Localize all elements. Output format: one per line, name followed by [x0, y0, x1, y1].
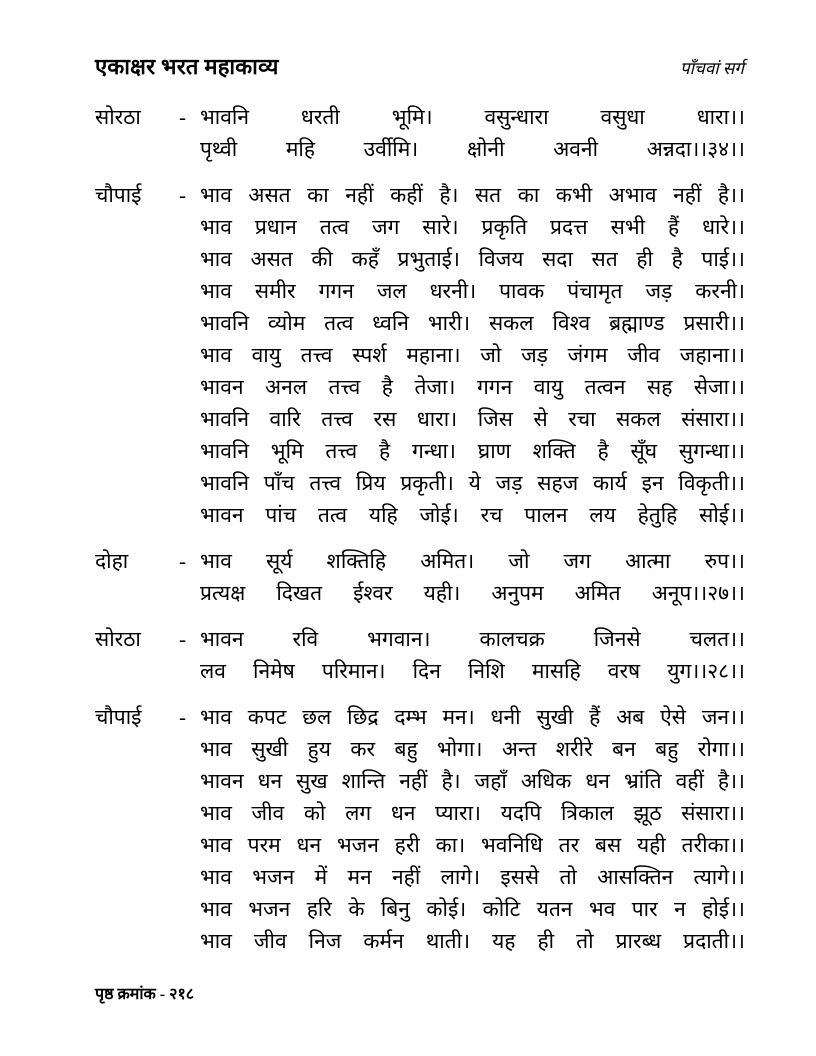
verse-label-column [95, 545, 200, 609]
verse-line: भावन पांच तत्व यहि जोई। रच पालन लय हेतुहि सोई।। [200, 503, 745, 527]
verse-dash: - [179, 183, 186, 207]
verse-type-label: सोरठा [95, 105, 141, 129]
verse-line: पृथ्वी महि उर्वीमि। क्षोनी अवनी अन्नदा।।३४।। [200, 137, 745, 161]
verse-line: भाव असत का नहीं कहीं है। सत का कभी अभाव नहीं है।। [200, 183, 745, 207]
verse-line: भावन अनल तत्त्व है तेजा। गगन वायु तत्वन सह सेजा।। [200, 375, 745, 399]
verse-line: भाव सूर्य शक्तिहि अमित। जो जग आत्मा रुप।। [200, 549, 745, 573]
verse-line: भावनि व्योम तत्व ध्वनि भारी। सकल विश्व ब्रह्माण्ड प्रसारी।। [200, 311, 745, 335]
verse-line: प्रत्यक्ष दिखत ईश्वर यही। अनुपम अमित अनूप।।२७।। [200, 581, 745, 605]
verse-lines [200, 701, 745, 957]
verse-label-column [95, 623, 200, 687]
verse-line: भाव जीव को लग धन प्यारा। यदपि त्रिकाल झूठ संसारा।। [200, 801, 745, 825]
verse-dash: - [179, 627, 186, 651]
verse-line: भाव प्रधान तत्व जग सारे। प्रकृति प्रदत्त सभी हैं धारे।। [200, 215, 745, 239]
verse-line: भाव वायु तत्त्व स्पर्श महाना। जो जड़ जंगम जीव जहाना।। [200, 343, 745, 367]
verse-type-label: चौपाई [95, 183, 142, 207]
verse-type-label: दोहा [95, 549, 129, 573]
verse-lines [200, 545, 745, 609]
verse-lines [200, 623, 745, 687]
page-number: पृष्ठ क्रमांक - २१८ [95, 986, 195, 1003]
verse-block-soratha-1 [95, 101, 745, 165]
verse-line: लव निमेष परिमान। दिन निशि मासहि वरष युग।।२८।। [200, 659, 745, 683]
verse-line: भावन धन सुख शान्ति नहीं है। जहाँ अधिक धन भ्रांति वहीं है।। [200, 769, 745, 793]
verse-dash: - [179, 549, 186, 573]
verse-line: भावन रवि भगवान। कालचक्र जिनसे चलत।। [200, 627, 745, 651]
verse-line: भाव भजन में मन नहीं लागे। इससे तो आसक्तिन त्यागे।। [200, 865, 745, 889]
verse-line: भाव परम धन भजन हरी का। भवनिधि तर बस यही तरीका।। [200, 833, 745, 857]
verse-type-label: सोरठा [95, 627, 141, 651]
verse-block-chaupai-1 [95, 179, 745, 531]
verse-label-column [95, 101, 200, 165]
verse-lines [200, 101, 745, 165]
verse-dash: - [179, 705, 186, 729]
verse-line: भाव जीव निज कर्मन थाती। यह ही तो प्रारब्ध प्रदाती।। [200, 929, 745, 953]
verse-line: भाव कपट छल छिद्र दम्भ मन। धनी सुखी हैं अब ऐसे जन।। [200, 705, 745, 729]
verse-block-chaupai-2 [95, 701, 745, 957]
verse-line: भावनि वारि तत्त्व रस धारा। जिस से रचा सकल संसारा।। [200, 407, 745, 431]
canto-title: पाँचवां सर्ग [679, 59, 744, 78]
verse-block-soratha-2 [95, 623, 745, 687]
verse-line: भाव सुखी हुय कर बहु भोगा। अन्त शरीरे बन बहु रोगा।। [200, 737, 745, 761]
page-header [0, 0, 816, 84]
verse-line: भावनि भूमि तत्त्व है गन्धा। घ्राण शक्ति है सूँघ सुगन्धा।। [200, 439, 745, 463]
verse-dash: - [179, 105, 186, 129]
verse-line: भावनि पाँच तत्त्व प्रिय प्रकृती। ये जड़ सहज कार्य इन विकृती।। [200, 471, 745, 495]
verse-label-column [95, 701, 200, 957]
page-footer [95, 982, 194, 1004]
verse-lines [200, 179, 745, 531]
verse-block-doha [95, 545, 745, 609]
verse-line: भाव भजन हरि के बिनु कोई। कोटि यतन भव पार न होई।। [200, 897, 745, 921]
verse-line: भावनि धरती भूमि। वसुन्धारा वसुधा धारा।। [200, 105, 745, 129]
verse-type-label: चौपाई [95, 705, 142, 729]
verse-label-column [95, 179, 200, 531]
verse-line: भाव समीर गगन जल धरनी। पावक पंचामृत जड़ करनी। [200, 279, 745, 303]
book-title: एकाक्षर भरत महाकाव्य [95, 54, 279, 79]
verse-area [0, 84, 816, 957]
verse-line: भाव असत की कहँ प्रभुताई। विजय सदा सत ही है पाई।। [200, 247, 745, 271]
